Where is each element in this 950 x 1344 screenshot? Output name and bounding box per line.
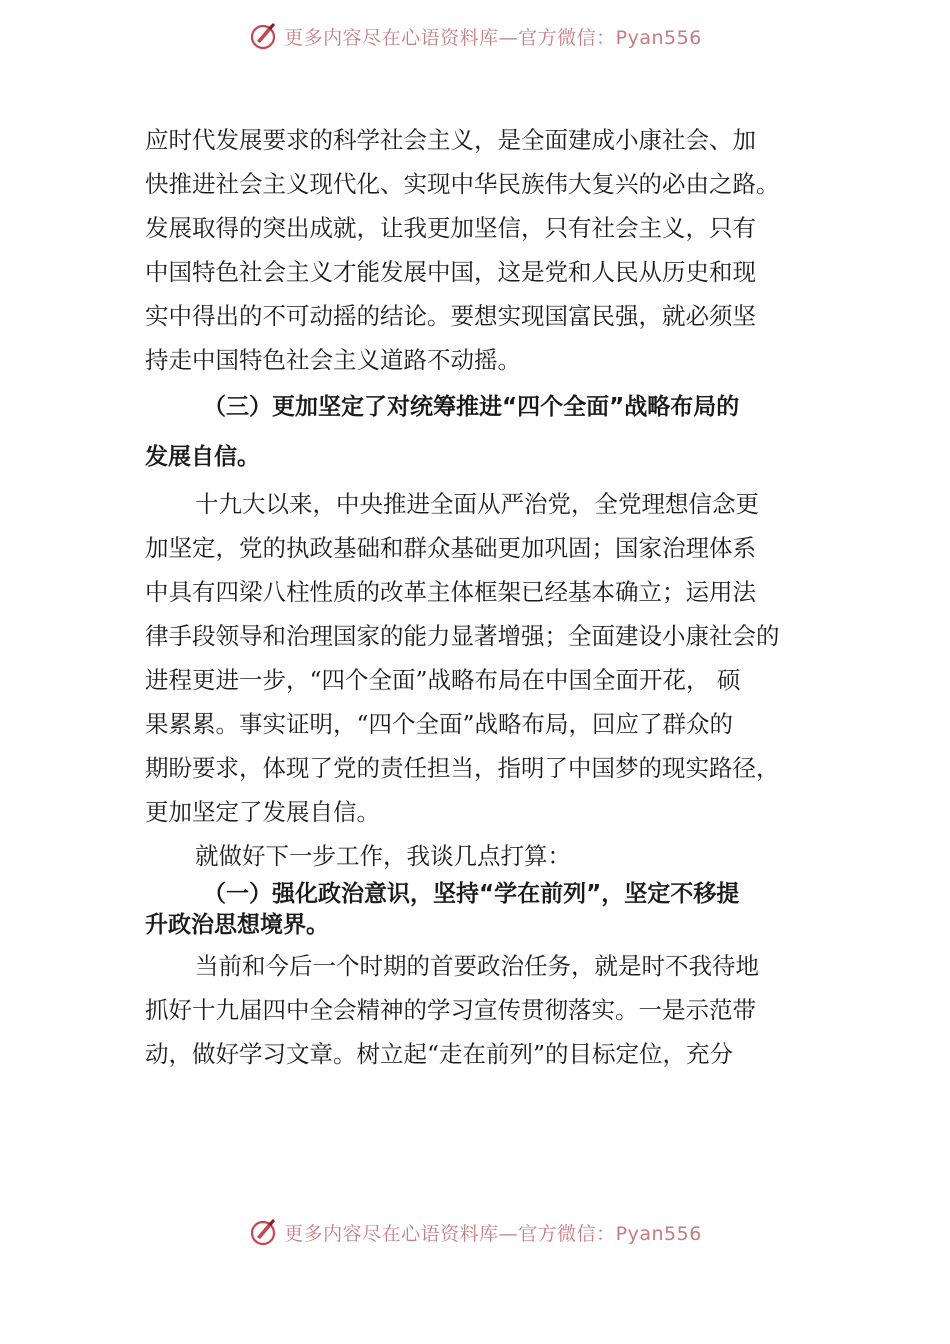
text-line: 应时代发展要求的科学社会主义，是全面建成小康社会、加 (145, 126, 756, 154)
paragraph-2 (145, 482, 815, 834)
watermark-id: Pyan556 (615, 1222, 702, 1245)
watermark-text (284, 1219, 702, 1246)
watermark-main: 更多内容尽在心语资料库—官方微信： (284, 26, 616, 49)
text-line: 十九大以来，中央推进全面从严治党，全党理想信念更 (195, 490, 759, 518)
heading-line: 发展自信。 (145, 444, 260, 470)
text-line: 果累累。事实证明，“四个全面”战略布局，回应了群众的 (145, 710, 734, 738)
brand-logo-icon (248, 1217, 278, 1247)
watermark-footer (0, 1212, 950, 1252)
heading-line: 升政治思想境界。 (145, 912, 329, 938)
text-line: 持走中国特色社会主义道路不动摇。 (145, 346, 521, 374)
paragraph-1 (145, 118, 815, 382)
watermark-id: Pyan556 (615, 26, 702, 49)
text-line: 更加坚定了发展自信。 (145, 798, 380, 826)
text-line: 快推进社会主义现代化、实现中华民族伟大复兴的必由之路。 (145, 170, 780, 198)
text-line: 当前和今后一个时期的首要政治任务，就是时不我待地 (195, 952, 759, 980)
section-heading-1 (145, 878, 815, 944)
text-line: 实中得出的不可动摇的结论。要想实现国富民强，就必须坚 (145, 302, 756, 330)
watermark-main: 更多内容尽在心语资料库—官方微信： (284, 1222, 616, 1245)
text-line: 就做好下一步工作，我谈几点打算： (195, 842, 571, 870)
text-line: 律手段领导和治理国家的能力显著增强；全面建设小康社会的 (145, 622, 780, 650)
heading-line: （一）强化政治意识，坚持“学在前列”，坚定不移提 (203, 881, 740, 907)
paragraph-4 (145, 944, 815, 1076)
watermark-text (284, 23, 702, 50)
section-heading-3 (145, 382, 815, 482)
text-line: 加坚定，党的执政基础和群众基础更加巩固；国家治理体系 (145, 534, 756, 562)
watermark-header (0, 16, 950, 56)
text-line: 发展取得的突出成就，让我更加坚信，只有社会主义，只有 (145, 214, 756, 242)
text-line: 进程更进一步，“四个全面”战略布局在中国全面开花， 硕 (145, 666, 741, 694)
paragraph-3 (145, 834, 815, 878)
document-body (145, 118, 815, 1076)
text-line: 中具有四梁八柱性质的改革主体框架已经基本确立；运用法 (145, 578, 756, 606)
text-line: 期盼要求，体现了党的责任担当，指明了中国梦的现实路径， (145, 754, 780, 782)
heading-line: （三）更加坚定了对统筹推进“四个全面”战略布局的 (203, 394, 740, 420)
text-line: 动，做好学习文章。树立起“走在前列”的目标定位，充分 (145, 1040, 734, 1068)
brand-logo-icon (248, 21, 278, 51)
text-line: 中国特色社会主义才能发展中国，这是党和人民从历史和现 (145, 258, 756, 286)
text-line: 抓好十九届四中全会精神的学习宣传贯彻落实。一是示范带 (145, 996, 756, 1024)
